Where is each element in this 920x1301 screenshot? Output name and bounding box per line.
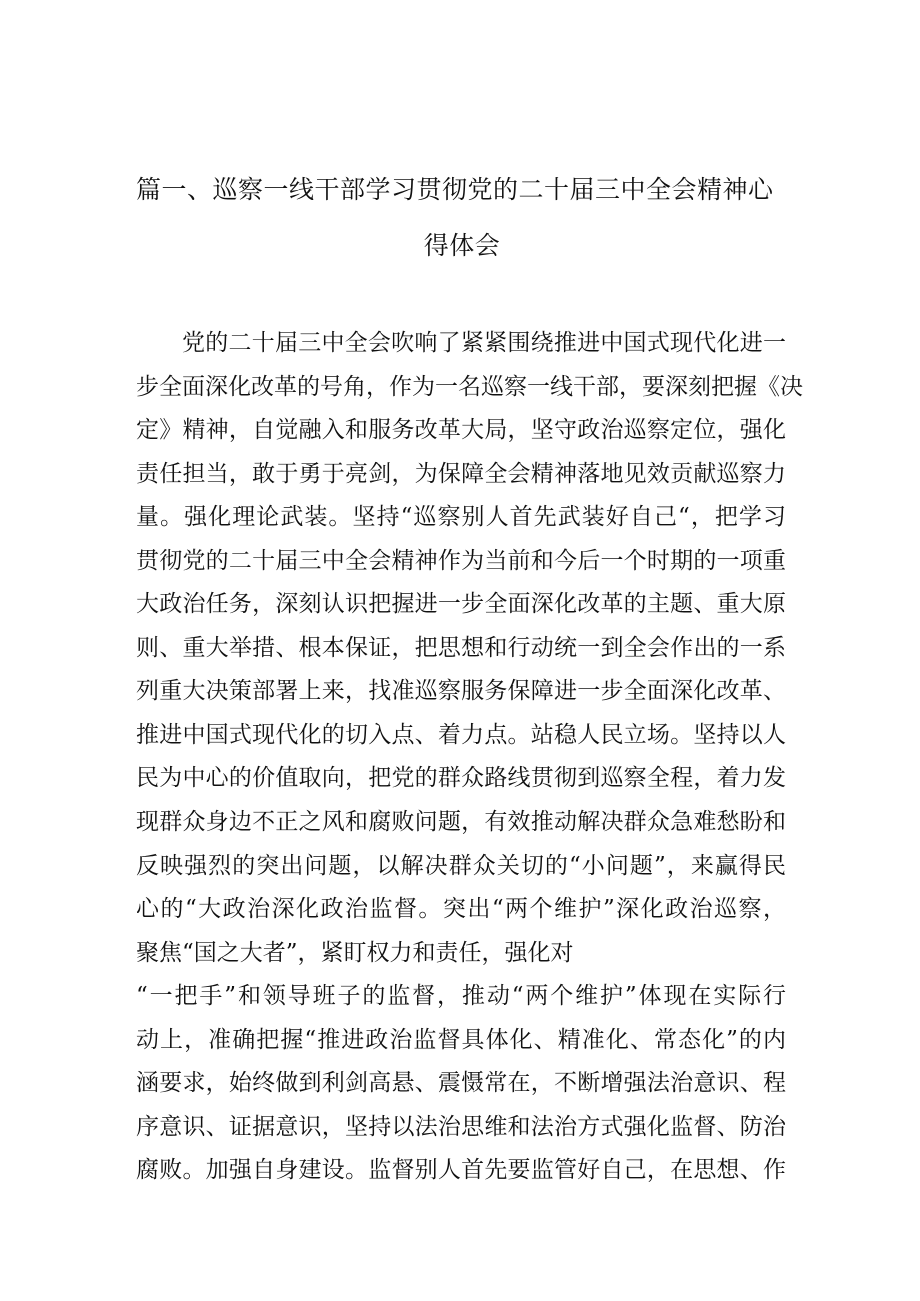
document-title-line-2 <box>0 226 920 262</box>
document-body <box>136 322 803 1193</box>
body-line: 涵要求，始终做到利剑高悬、震慑常在，不断增强法治意识、程 <box>136 1070 786 1097</box>
body-line: 贯彻党的二十届三中全会精神作为当前和今后一个时期的一项重 <box>136 547 786 574</box>
body-line: 反映强烈的突出问题，以解决群众关切的“小问题”，来赢得民 <box>136 852 786 879</box>
body-line: 心的“大政治深化政治监督。突出“两个维护”深化政治巡察， <box>136 896 786 923</box>
body-line: 定》精神，自觉融入和服务改革大局，坚守政治巡察定位，强化 <box>136 417 786 444</box>
body-line: 党的二十届三中全会吹响了紧紧围绕推进中国式现代化进一 <box>182 330 786 356</box>
body-line: 序意识、证据意识，坚持以法治思维和法治方式强化监督、防治 <box>136 1113 786 1140</box>
body-line: 聚焦“国之大者”，紧盯权力和责任，强化对 <box>136 939 574 966</box>
document-title-line-1: 篇一、巡察一线干部学习贯彻党的二十届三中全会精神心 <box>136 175 774 204</box>
body-line: 腐败。加强自身建设。监督别人首先要监管好自己，在思想、作 <box>136 1157 786 1184</box>
body-line: “一把手”和领导班子的监督，推动“两个维护”体现在实际行 <box>136 983 786 1010</box>
body-line: 则、重大举措、根本保证，把思想和行动统一到全会作出的一系 <box>136 634 786 661</box>
body-line: 动上，准确把握“推进政治监督具体化、精准化、常态化”的内 <box>136 1026 786 1053</box>
body-line: 民为中心的价值取向，把党的群众路线贯彻到巡察全程，着力发 <box>136 765 786 792</box>
body-line: 责任担当，敢于勇于亮剑，为保障全会精神落地见效贡献巡察力 <box>136 460 786 487</box>
body-line: 推进中国式现代化的切入点、着力点。站稳人民立场。坚持以人 <box>136 721 786 748</box>
body-line: 现群众身边不正之风和腐败问题，有效推动解决群众急难愁盼和 <box>136 809 786 836</box>
body-line: 列重大决策部署上来，找准巡察服务保障进一步全面深化改革、 <box>136 678 786 705</box>
document-title-line-2-text: 得体会 <box>423 231 501 260</box>
body-line: 步全面深化改革的号角，作为一名巡察一线干部，要深刻把握《决 <box>136 373 803 400</box>
body-line: 大政治任务，深刻认识把握进一步全面深化改革的主题、重大原 <box>136 591 786 618</box>
body-line: 量。强化理论武装。坚持“巡察别人首先武装好自己“，把学习 <box>136 504 786 531</box>
